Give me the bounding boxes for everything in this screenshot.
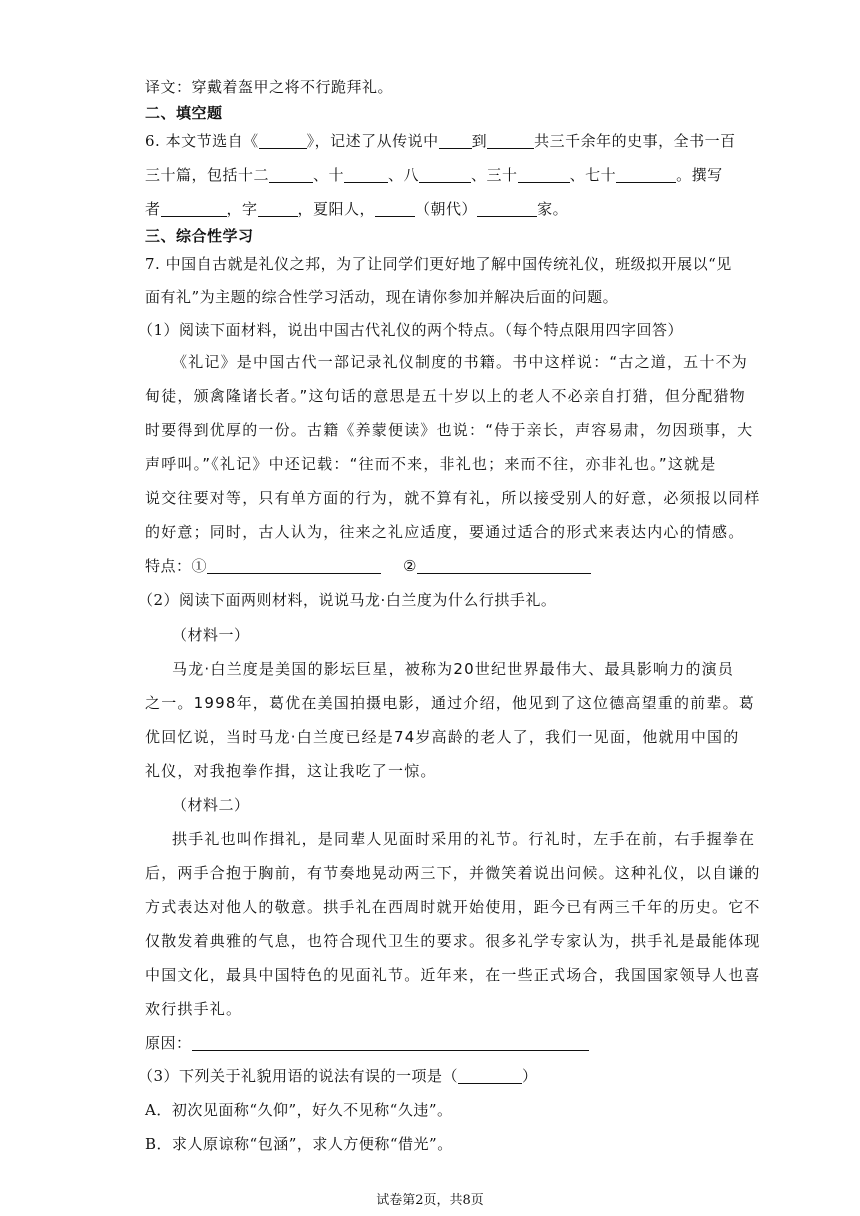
page-footer: 试卷第2页，共8页 [376, 1193, 484, 1208]
reason-answer-line [145, 1033, 800, 1053]
q6-text: ，夏阳人， [297, 200, 376, 218]
material-b-title: （材料二） [172, 796, 250, 814]
features-answer-line [145, 556, 800, 576]
q6-text: 、三十 [471, 166, 518, 184]
subquestion-3-text: （3）下列关于礼貌用语的说法有误的一项是（ [138, 1067, 459, 1085]
q6-text: 、八 [388, 166, 420, 184]
material-paragraph-line: 马龙·白兰度是美国的影坛巨星，被称为20世纪世界最伟大、最具影响力的演员 [172, 660, 735, 678]
subquestion-2: （2）阅读下面两则材料，说说马龙·白兰度为什么行拱手礼。 [138, 591, 557, 609]
material-paragraph-line: 后，两手合抱于胸前，有节奏地晃动两三下，并微笑着说出问候。这种礼仪，以自谦的 [145, 864, 761, 882]
material-paragraph-line: 时要得到优厚的一份。古籍《养蒙便读》也说：“侍于亲长，声容易肃，勿因琐事，大 [145, 421, 754, 439]
feature-1-blank[interactable] [207, 557, 381, 574]
q6-text: 到 [471, 132, 488, 150]
answer-blank[interactable] [616, 166, 676, 183]
answer-blank[interactable] [269, 166, 313, 183]
answer-blank[interactable] [161, 200, 227, 217]
material-paragraph-line: 优回忆说，当时马龙·白兰度已经是74岁高龄的老人了，我们一见面，他就用中国的 [145, 728, 740, 746]
material-paragraph-line: 甸徒，颁禽隆诸长者。”这句话的意思是五十岁以上的老人不必亲自打猎，但分配猎物 [145, 387, 746, 405]
answer-blank[interactable] [419, 166, 471, 183]
answer-blank[interactable] [344, 166, 388, 183]
answer-blank[interactable] [477, 200, 537, 217]
q6-text: 者 [145, 200, 161, 218]
option-a: A．初次见面称“久仰”，好久不见称“久违”。 [145, 1101, 453, 1119]
material-paragraph-line: 的好意；同时，古人认为，往来之礼应适度，要通过适合的形式来表达内心的情感。 [145, 523, 745, 541]
answer-blank[interactable] [487, 132, 534, 149]
question-7-intro-line-2: 面有礼”为主题的综合性学习活动，现在请你参加并解决后面的问题。 [145, 288, 619, 306]
answer-blank[interactable] [439, 132, 472, 149]
material-a-title: （材料一） [172, 626, 250, 644]
choice-answer-blank[interactable] [458, 1067, 522, 1084]
q6-text: 家。 [537, 200, 569, 218]
answer-blank[interactable] [375, 200, 415, 217]
question-6-line-3 [145, 199, 800, 219]
q6-text: （朝代） [415, 200, 478, 218]
feature-2-blank[interactable] [417, 557, 591, 574]
section-title-comprehensive: 三、综合性学习 [145, 227, 254, 245]
material-paragraph-line: 之一。1998年，葛优在美国拍摄电影，通过介绍，他见到了这位德高望重的前辈。葛 [145, 694, 755, 712]
q6-text: 》，记述了从传说中 [306, 132, 439, 150]
material-paragraph-line: 说交往要对等，只有单方面的行为，就不算有礼，所以接受别人的好意，必须报以同样 [145, 489, 761, 507]
reason-blank[interactable] [192, 1034, 589, 1051]
features-label: 特点：① [145, 557, 208, 575]
q6-text: 共三千余年的史事，全书一百 [534, 132, 736, 150]
subquestion-3-text: ） [522, 1067, 538, 1085]
translation-line: 译文：穿戴着盔甲之将不行跪拜礼。 [145, 78, 394, 96]
q6-text: 6. 本文节选自《 [145, 132, 259, 150]
material-paragraph-line: 拱手礼也叫作揖礼，是同辈人见面时采用的礼节。行礼时，左手在前，右手握拳在 [172, 830, 756, 848]
subquestion-1: （1）阅读下面材料，说出中国古代礼仪的两个特点。（每个特点限用四字回答） [138, 321, 684, 339]
material-paragraph-line: 欢行拱手礼。 [145, 1000, 243, 1018]
material-paragraph-line: 方式表达对他人的敬意。拱手礼在西周时就开始使用，距今已有两三千年的历史。它不 [145, 898, 761, 916]
q6-text: 。撰写 [676, 166, 723, 184]
answer-blank[interactable] [258, 200, 298, 217]
material-paragraph-line: 仅散发着典雅的气息，也符合现代卫生的要求。很多礼学专家认为，拱手礼是最能体现 [145, 932, 761, 950]
q6-text: ，字 [226, 200, 258, 218]
option-b: B．求人原谅称“包涵”，求人方便称“借光”。 [145, 1135, 453, 1153]
question-6-line-1 [145, 131, 800, 151]
answer-blank[interactable] [259, 132, 307, 149]
question-7-intro-line-1: 7. 中国自古就是礼仪之邦，为了让同学们更好地了解中国传统礼仪，班级拟开展以“见 [145, 255, 732, 273]
reason-label: 原因： [145, 1034, 192, 1052]
material-paragraph-line: 声呼叫。”《礼记》中还记载：“往而不来，非礼也；来而不往，亦非礼也。”这就是 [145, 455, 717, 473]
subquestion-3 [138, 1066, 800, 1086]
q6-text: 三十篇，包括十二 [145, 166, 270, 184]
features-label-2: ② [403, 557, 417, 575]
question-6-line-2 [145, 165, 800, 185]
q6-text: 、七十 [569, 166, 617, 184]
answer-blank[interactable] [518, 166, 570, 183]
section-title-fill-blank: 二、填空题 [145, 104, 223, 122]
material-paragraph-line: 《礼记》是中国古代一部记录礼仪制度的书籍。书中这样说：“古之道，五十不为 [172, 353, 748, 371]
q6-text: 、十 [313, 166, 345, 184]
material-paragraph-line: 中国文化，最具中国特色的见面礼节。近年来，在一些正式场合，我国国家领导人也喜 [145, 966, 761, 984]
material-paragraph-line: 礼仪，对我抱拳作揖，这让我吃了一惊。 [145, 762, 437, 780]
